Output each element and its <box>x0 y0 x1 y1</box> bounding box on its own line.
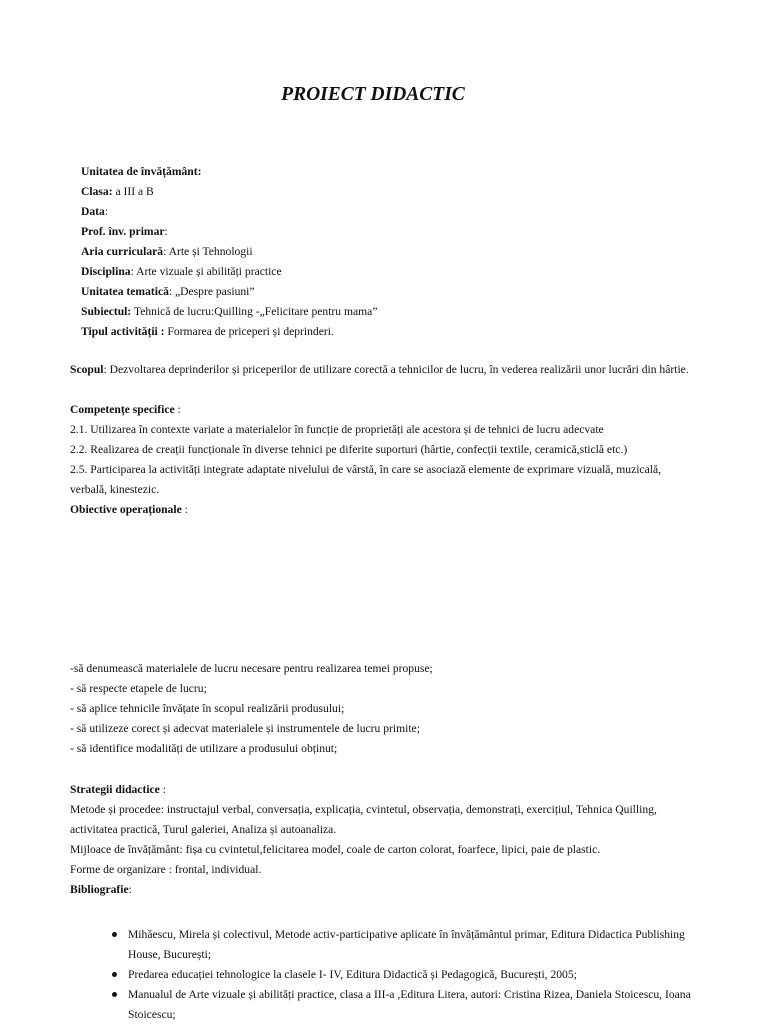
header-prof <box>81 225 377 245</box>
aria-label: Aria curriculară <box>81 245 164 258</box>
project-header <box>81 165 377 345</box>
bibliografie-item <box>106 925 706 965</box>
obiective-label-suffix: : <box>181 503 188 516</box>
subiectul-label: Subiectul: <box>81 305 132 318</box>
header-unitatea <box>81 165 377 185</box>
header-aria <box>81 245 377 265</box>
header-tipul <box>81 325 377 345</box>
obiective-label: Obiective operaționale <box>70 503 182 516</box>
scop-paragraph <box>70 363 689 377</box>
competente-item: 2.2. Realizarea de creații funcționale în diverse tehnici pe diferite suporturi (hârtie, confecții textile, ceramică,sticlă etc.) <box>70 443 628 456</box>
obiective-list <box>70 662 433 762</box>
bibliografie-list <box>106 925 706 1025</box>
disciplina-label: Disciplina <box>81 265 131 278</box>
unitatea-label: Unitatea de învățământ: <box>81 165 202 178</box>
data-value: : <box>104 205 109 218</box>
obiective-item: - să aplice tehnicile învățate în scopul realizării produsului; <box>70 702 345 715</box>
strategii-item: Metode și procedee: instructajul verbal, conversația, explicația, cvintetul, observația, demonstrați, exercițiul, Tehnica Quilling, <box>70 803 657 816</box>
document-title: PROIECT DIDACTIC <box>281 84 465 105</box>
strategii-item: activitatea practică, Turul galeriei, Analiza și autoanaliza. <box>70 823 337 836</box>
header-disciplina <box>81 265 377 285</box>
clasa-value: a III a B <box>112 185 154 198</box>
obiective-item: - să utilizeze corect și adecvat materialele și instrumentele de lucru primite; <box>70 722 420 735</box>
strategii-heading <box>70 783 730 803</box>
strategii-item: Mijloace de învățământ: fișa cu cvintetul,felicitarea model, coale de carton colorat, foarfece, lipici, paie de plastic. <box>70 843 601 856</box>
bibliografie-item-text: Manualul de Arte vizuale și abilități practice, clasa a III-a ,Editura Litera, autori: Cristina Rizea, Daniela Stoicescu, Ioana Stoicescu; <box>128 988 691 1021</box>
header-data <box>81 205 377 225</box>
competente-label: Competențe specifice <box>70 403 175 416</box>
tipul-value: Formarea de priceperi și deprinderi. <box>164 325 334 338</box>
header-subiectul <box>81 305 377 325</box>
scop-text: : Dezvoltarea deprinderilor și priceperilor de utilizare corectă a tehnicilor de lucru, în vederea realizării unor lucrări din hârtie. <box>103 363 689 376</box>
scop-label: Scopul <box>70 363 104 376</box>
prof-value: : <box>164 225 168 238</box>
clasa-label: Clasa: <box>81 185 113 198</box>
subiectul-value: Tehnică de lucru:Quilling -„Felicitare pentru mama” <box>131 305 378 318</box>
strategii-item: Forme de organizare : frontal, individual. <box>70 863 262 876</box>
bibliografie-item <box>106 985 706 1025</box>
competente-item: 2.1. Utilizarea în contexte variate a materialelor în funcție de proprietăți ale acestora și de tehnici de lucru adecvate <box>70 423 604 436</box>
data-label: Data <box>81 205 105 218</box>
header-clasa <box>81 185 377 205</box>
bibliografie-label: Bibliografie <box>70 883 129 896</box>
bullet-icon <box>112 932 117 937</box>
bullet-icon <box>112 972 117 977</box>
strategii-label-suffix: : <box>159 783 166 796</box>
obiective-heading <box>70 503 730 523</box>
tipul-label: Tipul activității : <box>81 325 165 338</box>
obiective-item: -să denumească materialele de lucru necesare pentru realizarea temei propuse; <box>70 662 433 675</box>
bibliografie-item <box>106 965 706 985</box>
competente-item: verbală, kinestezic. <box>70 483 160 496</box>
competente-section <box>70 403 730 523</box>
aria-value: : Arte și Tehnologii <box>163 245 253 258</box>
strategii-section <box>70 783 730 903</box>
competente-label-suffix: : <box>174 403 181 416</box>
disciplina-value: : Arte vizuale și abilități practice <box>130 265 282 278</box>
bibliografie-item-text: Predarea educației tehnologice la clasele I- IV, Editura Didactică și Pedagogică, București, 2005; <box>128 968 577 981</box>
bibliografie-label-suffix: : <box>128 883 132 896</box>
unitatea-tematica-value: : „Despre pasiuni” <box>168 285 255 298</box>
obiective-item: - să respecte etapele de lucru; <box>70 682 207 695</box>
header-unitatea-tematica <box>81 285 377 305</box>
bibliografie-heading <box>70 883 730 903</box>
competente-item: 2.5. Participarea la activități integrate adaptate nivelului de vârstă, în care se asociază elemente de exprimare vizuală, muzicală, <box>70 463 661 476</box>
obiective-item: - să identifice modalități de utilizare a produsului obținut; <box>70 742 338 755</box>
strategii-label: Strategii didactice <box>70 783 160 796</box>
competente-heading <box>70 403 730 423</box>
bibliografie-item-text: Mihăescu, Mirela și colectivul, Metode activ-participative aplicate în învățământul primar, Editura Didactica Publishing House, București; <box>128 928 685 961</box>
bullet-icon <box>112 992 117 997</box>
prof-label: Prof. înv. primar <box>81 225 165 238</box>
unitatea-tematica-label: Unitatea tematică <box>81 285 169 298</box>
